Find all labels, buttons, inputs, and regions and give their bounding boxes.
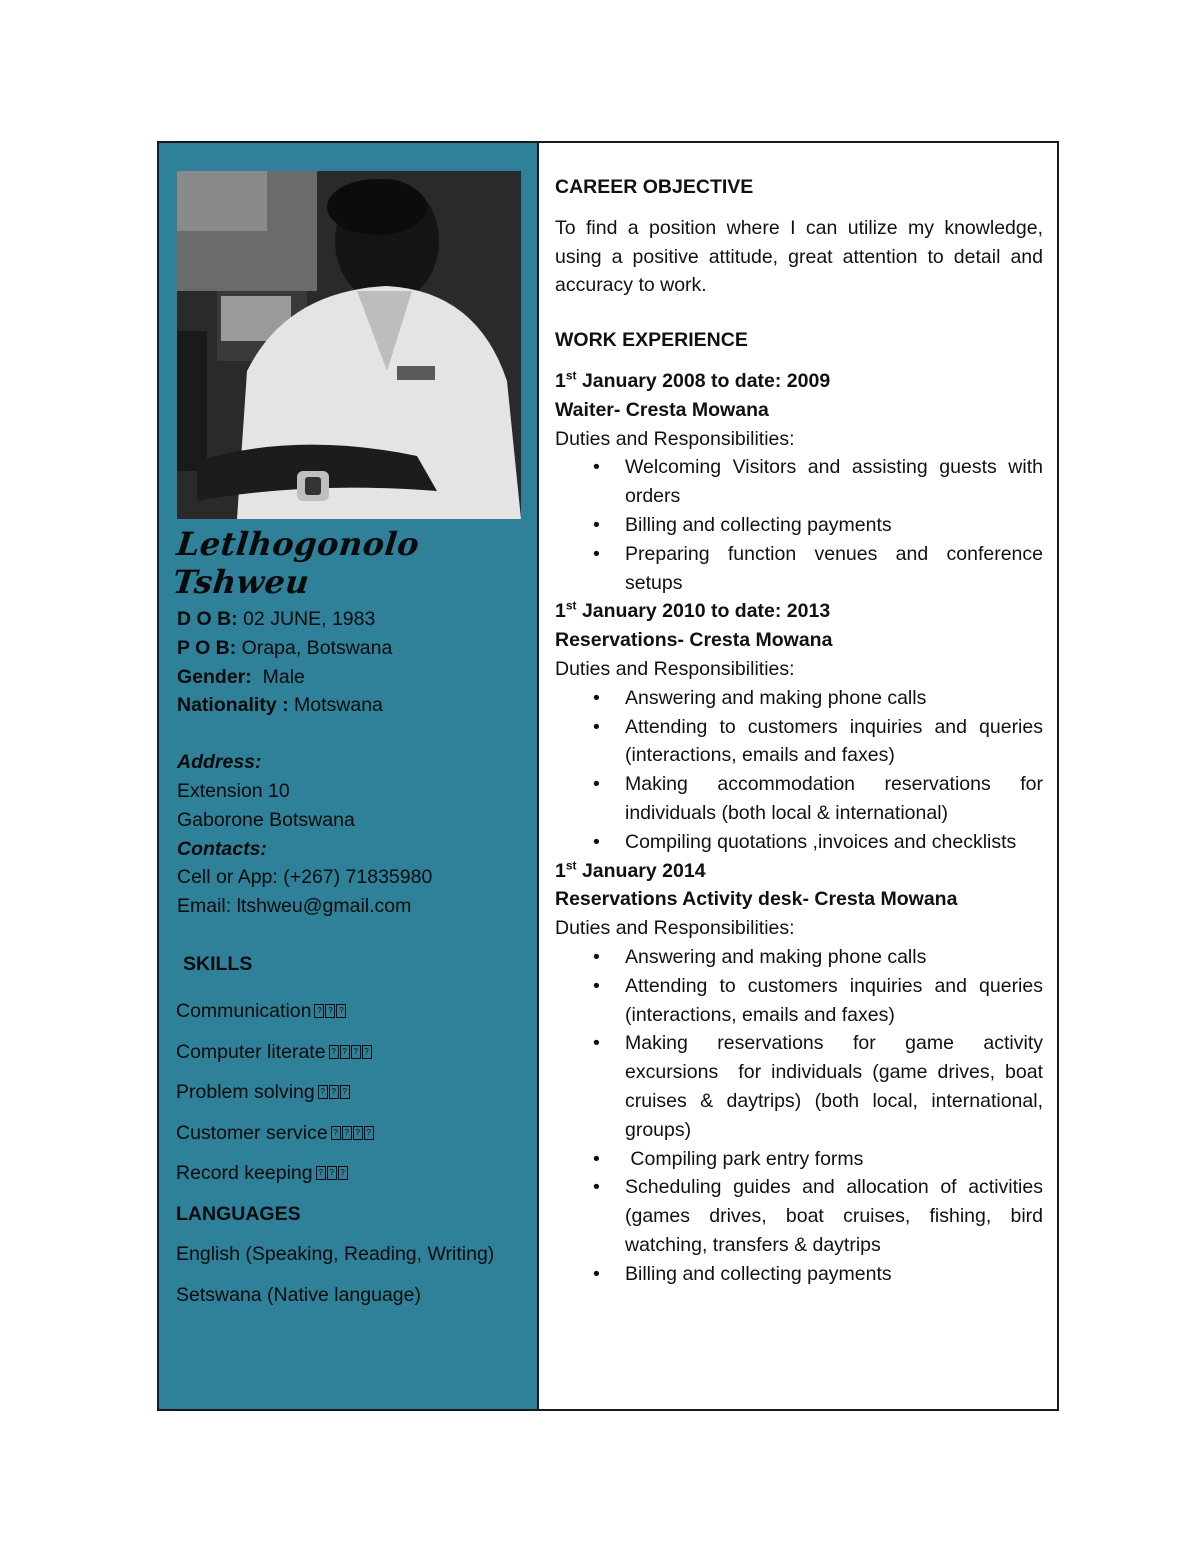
career-objective-text: To find a position where I can utilize my knowledge, using a positive attitude, great attention to detail and accuracy to work. — [555, 216, 1043, 297]
skill-label: Customer service — [176, 1121, 328, 1144]
bullet-icon: • — [593, 1147, 600, 1170]
skill-label: Problem solving — [176, 1081, 315, 1103]
rating-box-icon: ? — [340, 1045, 350, 1059]
jobs-list — [555, 367, 1049, 1289]
job-title: Reservations- Cresta Mowana — [555, 629, 833, 652]
pob-row — [177, 634, 527, 663]
rating-box-icon: ? — [325, 1004, 335, 1018]
bullet-icon: • — [593, 1176, 600, 1199]
dob-row — [177, 605, 527, 634]
duty-item: • Attending to customers inquiries and queries (interactions, emails and faxes) — [555, 713, 1043, 771]
duty-item: • Billing and collecting payments — [555, 511, 1043, 540]
rating-box-icon: ? — [364, 1126, 374, 1140]
duty-item: • Answering and making phone calls — [555, 684, 1043, 713]
bullet-icon: • — [593, 974, 600, 997]
rating-box-icon: ? — [353, 1126, 363, 1140]
skill-item — [176, 1032, 494, 1073]
rating-box-icon: ? — [318, 1085, 328, 1099]
duty-item: • Preparing function venues and conference setups — [555, 540, 1043, 598]
rating-box-icon: ? — [314, 1004, 324, 1018]
rating-box-icon: ? — [342, 1126, 352, 1140]
dob-label: D O B: — [177, 608, 238, 630]
skill-label: Communication — [176, 1000, 312, 1022]
duty-item: • Making reservations for game activity excursions for individuals (game drives, boat cruises & daytrips) (both local, international, groups) — [555, 1029, 1043, 1144]
rating-icons — [329, 1045, 372, 1059]
bullet-icon: • — [593, 686, 600, 709]
duty-item: • Compiling park entry forms — [555, 1145, 1043, 1174]
duties-label: Duties and Responsibilities: — [555, 657, 795, 680]
dob-value: 02 JUNE, 1983 — [237, 608, 376, 630]
languages-heading: LANGUAGES — [176, 1202, 301, 1225]
cell-number: Cell or App: (+267) 71835980 — [177, 866, 433, 889]
address-label: Address: — [177, 751, 262, 774]
skills-list — [176, 991, 494, 1315]
duty-item: • Attending to customers inquiries and queries (interactions, emails and faxes) — [555, 972, 1043, 1030]
nationality-label: Nationality : — [177, 694, 289, 717]
language-item: English (Speaking, Reading, Writing) — [176, 1243, 495, 1265]
duties-list — [555, 684, 1049, 857]
skill-label: Computer literate — [176, 1040, 326, 1063]
skill-label: Record keeping — [176, 1162, 313, 1184]
nationality-row — [177, 691, 527, 720]
rating-box-icon: ? — [331, 1126, 341, 1140]
pob-label: P O B: — [177, 636, 237, 659]
duty-item: • Making accommodation reservations for individuals (both local & international) — [555, 770, 1043, 828]
contacts-label: Contacts: — [177, 837, 267, 860]
language-item: Setswana (Native language) — [176, 1283, 421, 1306]
work-experience-heading: WORK EXPERIENCE — [555, 329, 748, 352]
rating-box-icon: ? — [338, 1166, 348, 1180]
profile-photo — [177, 171, 521, 519]
skill-item — [176, 1072, 494, 1113]
nationality-value: Motswana — [288, 694, 383, 717]
rating-icons — [331, 1126, 374, 1140]
rating-box-icon: ? — [340, 1085, 350, 1099]
bullet-icon: • — [593, 456, 600, 479]
bullet-icon: • — [593, 773, 600, 796]
duties-list — [555, 453, 1049, 597]
job-date: 1st January 2014 — [555, 858, 706, 882]
skills-heading: SKILLS — [183, 953, 253, 975]
resume-page — [157, 141, 1059, 1411]
bullet-icon: • — [593, 715, 600, 738]
rating-box-icon: ? — [329, 1045, 339, 1059]
rating-box-icon: ? — [327, 1166, 337, 1180]
duties-list — [555, 943, 1049, 1289]
job-date: 1st January 2010 to date: 2013 — [555, 598, 831, 623]
bullet-icon: • — [593, 1032, 600, 1055]
rating-box-icon: ? — [329, 1085, 339, 1099]
skill-item — [176, 991, 494, 1032]
rating-box-icon: ? — [351, 1045, 361, 1059]
career-objective-heading: CAREER OBJECTIVE — [555, 176, 754, 198]
main-content — [539, 143, 1057, 1409]
rating-icons — [316, 1166, 348, 1180]
rating-box-icon: ? — [316, 1166, 326, 1180]
email-address: Email: ltshweu@gmail.com — [177, 895, 412, 918]
duty-item: • Compiling quotations ,invoices and checklists — [555, 828, 1043, 857]
job-date: 1st January 2008 to date: 2009 — [555, 368, 831, 392]
duty-item: • Welcoming Visitors and assisting guests with orders — [555, 453, 1043, 511]
rating-icons — [318, 1085, 350, 1099]
pob-value: Orapa, Botswana — [236, 636, 393, 659]
skill-item — [176, 1113, 494, 1154]
bullet-icon: • — [593, 513, 600, 536]
rating-icons — [314, 1004, 346, 1018]
duties-label: Duties and Responsibilities: — [555, 427, 795, 450]
duties-label: Duties and Responsibilities: — [555, 917, 795, 940]
rating-box-icon: ? — [362, 1045, 372, 1059]
duty-item: • Billing and collecting payments — [555, 1260, 1043, 1289]
bullet-icon: • — [593, 542, 600, 565]
rating-box-icon: ? — [336, 1004, 346, 1018]
duty-item: • Answering and making phone calls — [555, 943, 1043, 972]
gender-value: Male — [251, 665, 305, 688]
job-title: Reservations Activity desk- Cresta Mowana — [555, 888, 958, 911]
bullet-icon: • — [593, 1262, 600, 1285]
gender-row — [177, 663, 527, 692]
duty-item: • Scheduling guides and allocation of activities (games drives, boat cruises, fishing, bird watching, transfers & daytrips — [555, 1173, 1043, 1259]
bullet-icon: • — [593, 830, 600, 853]
bullet-icon: • — [593, 945, 600, 968]
skill-item — [176, 1153, 494, 1194]
candidate-name: Letlhogonolo Tshweu — [171, 525, 422, 601]
address-line-2: Gaborone Botswana — [177, 808, 355, 831]
address-line-1: Extension 10 — [177, 779, 290, 802]
personal-details — [177, 605, 527, 921]
gender-label: Gender: — [177, 665, 252, 688]
job-title: Waiter- Cresta Mowana — [555, 398, 769, 421]
sidebar — [159, 143, 539, 1409]
